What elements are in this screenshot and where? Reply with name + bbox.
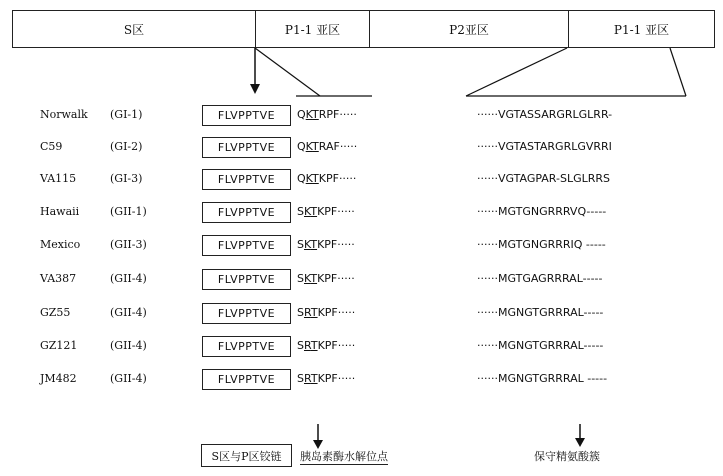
genogroup-label: (GI-3) [110,172,143,185]
seq-pre: S [297,205,304,218]
hinge-arrow-icon [250,84,260,94]
seq-cleavage-t: T [310,205,318,218]
hinge-sequence: FLVPPTVE [202,105,291,126]
strain-name: VA115 [40,172,77,185]
strain-name: Mexico [40,238,81,251]
p1-sequence [297,238,355,251]
seq-post: KPF····· [317,272,355,285]
seq-pre: Q [297,108,306,121]
seq-post: KPF····· [317,372,356,385]
strain-name: GZ55 [40,306,71,319]
seq-cleavage-t: T [310,339,318,352]
seq-cleavage-t: T [310,306,318,319]
seq-cleavage-t: T [310,238,318,251]
p2-sequence: ······MGNGTGRRRAL----- [477,306,604,319]
p1-sequence [297,372,355,385]
seq-pre: Q [297,140,306,153]
p2-sequence: ······VGTASTARGRLGVRRI [477,140,612,153]
seq-cleavage-residue: K [305,172,313,185]
sequence-row [0,335,723,359]
p1-sequence [297,205,355,218]
seq-cleavage-t: T [310,272,318,285]
legend-trypsin: 胰岛素酶水解位点 [300,450,388,463]
segment-p1-1-right: P1-1 亚区 [568,11,714,47]
hinge-sequence: FLVPPTVE [202,235,291,256]
p2-sequence: ······MGTGAGRRRAL----- [477,272,603,285]
strain-name: JM482 [40,372,77,385]
genogroup-label: (GI-1) [110,108,143,121]
seq-cleavage-t: T [312,108,319,121]
seq-cleavage-residue: R [303,372,311,385]
seq-cleavage-t: T [310,372,318,385]
p2-sequence: ······VGTAGPAR-SLGLRRS [477,172,611,185]
seq-cleavage-residue: K [305,108,313,121]
sequence-row [0,302,723,326]
seq-post: RAF····· [318,140,358,153]
seq-pre: Q [297,172,306,185]
conserved-arrow-icon [575,438,585,447]
p1-sequence [297,140,357,153]
segment-p2: P2亚区 [369,11,568,47]
p1-sequence [297,108,357,121]
segment-s-domain: S区 [123,22,145,37]
seq-cleavage-residue: K [303,205,311,218]
genogroup-label: (GII-4) [110,372,147,385]
hinge-sequence: FLVPPTVE [202,303,291,324]
hinge-sequence: FLVPPTVE [202,269,291,290]
seq-pre: S [297,238,304,251]
seq-cleavage-residue: R [303,306,311,319]
sequence-row [0,168,723,192]
p2-sequence: ······VGTASSARGRLGLRR- [477,108,613,121]
p2-sequence: ······MGTGNGRRRIQ ----- [477,238,606,251]
seq-pre: S [297,272,304,285]
hinge-sequence: FLVPPTVE [202,137,291,158]
seq-cleavage-residue: K [303,272,311,285]
sequence-row [0,201,723,225]
legend-hinge: S区与P区铰链 [201,444,292,467]
seq-post: KPF····· [317,339,356,352]
genogroup-label: (GII-4) [110,306,147,319]
strain-name: VA387 [40,272,77,285]
hinge-sequence: FLVPPTVE [202,169,291,190]
seq-post: KPF····· [317,238,355,251]
seq-post: KPF····· [318,172,357,185]
seq-pre: S [297,372,304,385]
strain-name: GZ121 [40,339,78,352]
genogroup-label: (GI-2) [110,140,143,153]
seq-cleavage-t: T [312,140,319,153]
seq-post: KPF····· [317,205,355,218]
genogroup-label: (GII-4) [110,272,147,285]
p1-sequence [297,272,355,285]
p2-sequence: ······MGNGTGRRRAL ----- [477,372,608,385]
p2-sequence: ······MGTGNGRRRVQ----- [477,205,607,218]
sequence-row [0,368,723,392]
hinge-sequence: FLVPPTVE [202,202,291,223]
strain-name: Hawaii [40,205,80,218]
seq-cleavage-residue: K [305,140,313,153]
strain-name: C59 [40,140,63,153]
seq-pre: S [297,339,304,352]
p1-sequence [297,172,356,185]
seq-post: KPF····· [317,306,356,319]
hinge-sequence: FLVPPTVE [202,369,291,390]
p1-sequence [297,306,355,319]
genogroup-label: (GII-3) [110,238,147,251]
seq-cleavage-t: T [312,172,319,185]
legend-conserved: 保守精氨酸簇 [534,450,600,463]
genogroup-label: (GII-4) [110,339,147,352]
p2-sequence: ······MGNGTGRRRAL----- [477,339,604,352]
strain-name: Norwalk [40,108,88,121]
sequence-row [0,104,723,128]
seq-pre: S [297,306,304,319]
hinge-sequence: FLVPPTVE [202,336,291,357]
sequence-row [0,268,723,292]
segment-p1-1-left: P1-1 亚区 [255,11,369,47]
seq-post: RPF····· [318,108,357,121]
genogroup-label: (GII-1) [110,205,147,218]
sequence-row [0,234,723,258]
p1-sequence [297,339,355,352]
sequence-row [0,136,723,160]
seq-cleavage-residue: R [303,339,311,352]
seq-cleavage-residue: K [303,238,311,251]
